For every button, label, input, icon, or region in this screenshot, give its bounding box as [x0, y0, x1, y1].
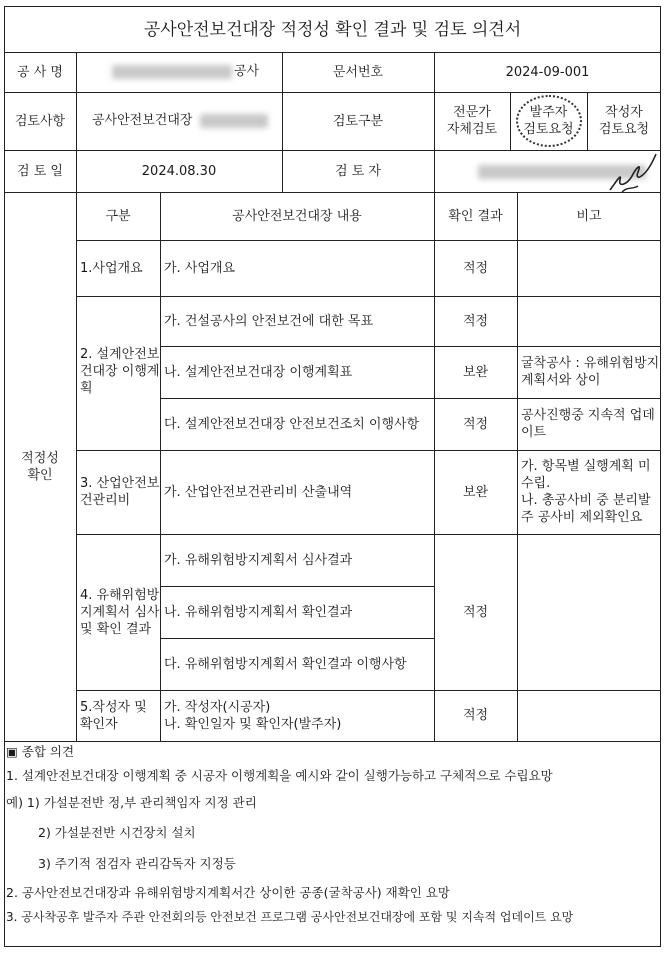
- project-name-suffix: 공사: [234, 64, 260, 79]
- table-row-result: 적정: [462, 260, 489, 276]
- docno-value: 2024-09-001: [505, 64, 590, 80]
- table-row-content: 나. 설계안전보건대장 이행계획표: [164, 364, 353, 380]
- summary-line: 예) 1) 가설분전반 정,부 관리책임자 지정 관리: [6, 795, 257, 810]
- review-item-value: [76, 92, 282, 150]
- divider: [4, 741, 661, 742]
- docno-label: 문서번호: [332, 64, 384, 80]
- table-row-result: 보완: [462, 484, 489, 500]
- project-name-value: [76, 52, 282, 92]
- table-row-content: 다. 설계안전보건대장 안전보건조치 이행사항: [164, 416, 420, 432]
- review-item-text: 공사안전보건대장: [92, 113, 193, 128]
- column-header-result: 확인 결과: [448, 208, 503, 224]
- category-cell: 4. 유해위험방지계획서 심사 및 확인 결과: [80, 587, 160, 637]
- review-date-label: 검 토 일: [17, 163, 63, 179]
- reviewer-value: [434, 150, 661, 192]
- summary-line: 2) 가설분전반 시건장치 설치: [38, 825, 196, 840]
- table-row-content: 나. 유해위험방지계획서 확인결과: [164, 604, 353, 620]
- review-item-label: 검토사항: [14, 113, 66, 129]
- review-option-author: 작성자 검토요청: [598, 105, 650, 137]
- summary-line: 3) 주기적 점검자 관리감독자 지정등: [38, 856, 236, 871]
- table-row-content: 가. 건설공사의 안전보건에 대한 목표: [164, 313, 374, 329]
- category-cell: 1.사업개요: [80, 260, 143, 276]
- category-cell: 2. 설계안전보건대장 이행계획: [80, 347, 160, 396]
- document-title: 공사안전보건대장 적정성 확인 결과 및 검토 의견서: [143, 19, 522, 40]
- table-row-content: 가. 작성자(시공자) 나. 확인일자 및 확인자(발주자): [164, 699, 342, 732]
- table-row-result: 적정: [462, 313, 489, 329]
- redacted-text: [200, 114, 268, 128]
- column-header-category: 구분: [105, 208, 131, 224]
- column-header-content: 공사안전보건대장 내용: [232, 208, 362, 224]
- review-option-self: 전문가 자체검토: [446, 105, 498, 137]
- category-cell: 3. 산업안전보건관리비: [80, 476, 160, 508]
- table-row-content: 가. 사업개요: [164, 260, 236, 276]
- table-row-content: 가. 산업안전보건관리비 산출내역: [164, 484, 353, 500]
- suitability-check-label: 적정성 확인: [21, 450, 59, 483]
- redacted-text: [112, 65, 232, 79]
- review-option-client: 발주자 검토요청: [523, 105, 574, 137]
- table-row-result: 적정: [462, 416, 489, 432]
- table-row-content: 다. 유해위험방지계획서 확인결과 이행사항: [164, 656, 407, 672]
- summary-line: 2. 공사안전보건대장과 유해위험방지계획서간 상이한 공종(굴착공사) 재확인 요망: [6, 885, 450, 900]
- summary-heading: ▣ 종합 의견: [6, 744, 75, 759]
- project-name-label: 공 사 명: [17, 64, 63, 80]
- selected-option-circle: [516, 95, 582, 147]
- summary-line: 3. 공사착공후 발주자 주관 안전회의등 안전보건 프로그램 공사안전보건대장에 포함 및 지속적 업데이트 요망: [6, 910, 574, 924]
- reviewer-label: 검 토 자: [335, 163, 381, 179]
- table-row-note: 굴착공사 : 유해위험방지계획서와 상이: [521, 356, 660, 388]
- table-row-note: 공사진행중 지속적 업데이트: [521, 408, 655, 440]
- table-row-content: 가. 유해위험방지계획서 심사결과: [164, 552, 353, 568]
- column-header-note: 비고: [576, 208, 602, 224]
- table-row-result: 보완: [462, 364, 489, 380]
- category-cell: 5.작성자 및 확인자: [80, 699, 147, 732]
- table-row-result: 적정: [462, 708, 489, 723]
- review-type-label: 검토구분: [332, 113, 384, 129]
- review-date-value: 2024.08.30: [141, 163, 217, 179]
- table-row-result: 적정: [462, 604, 489, 620]
- summary-line: 1. 설계안전보건대장 이행계획 중 시공자 이행계획을 예시와 같이 실행가능하고 구체적으로 수립요망: [6, 768, 553, 783]
- table-row-note: 가. 항목별 실행계획 미수립. 나. 총공사비 중 분리발주 공사비 제외확인요: [521, 459, 651, 525]
